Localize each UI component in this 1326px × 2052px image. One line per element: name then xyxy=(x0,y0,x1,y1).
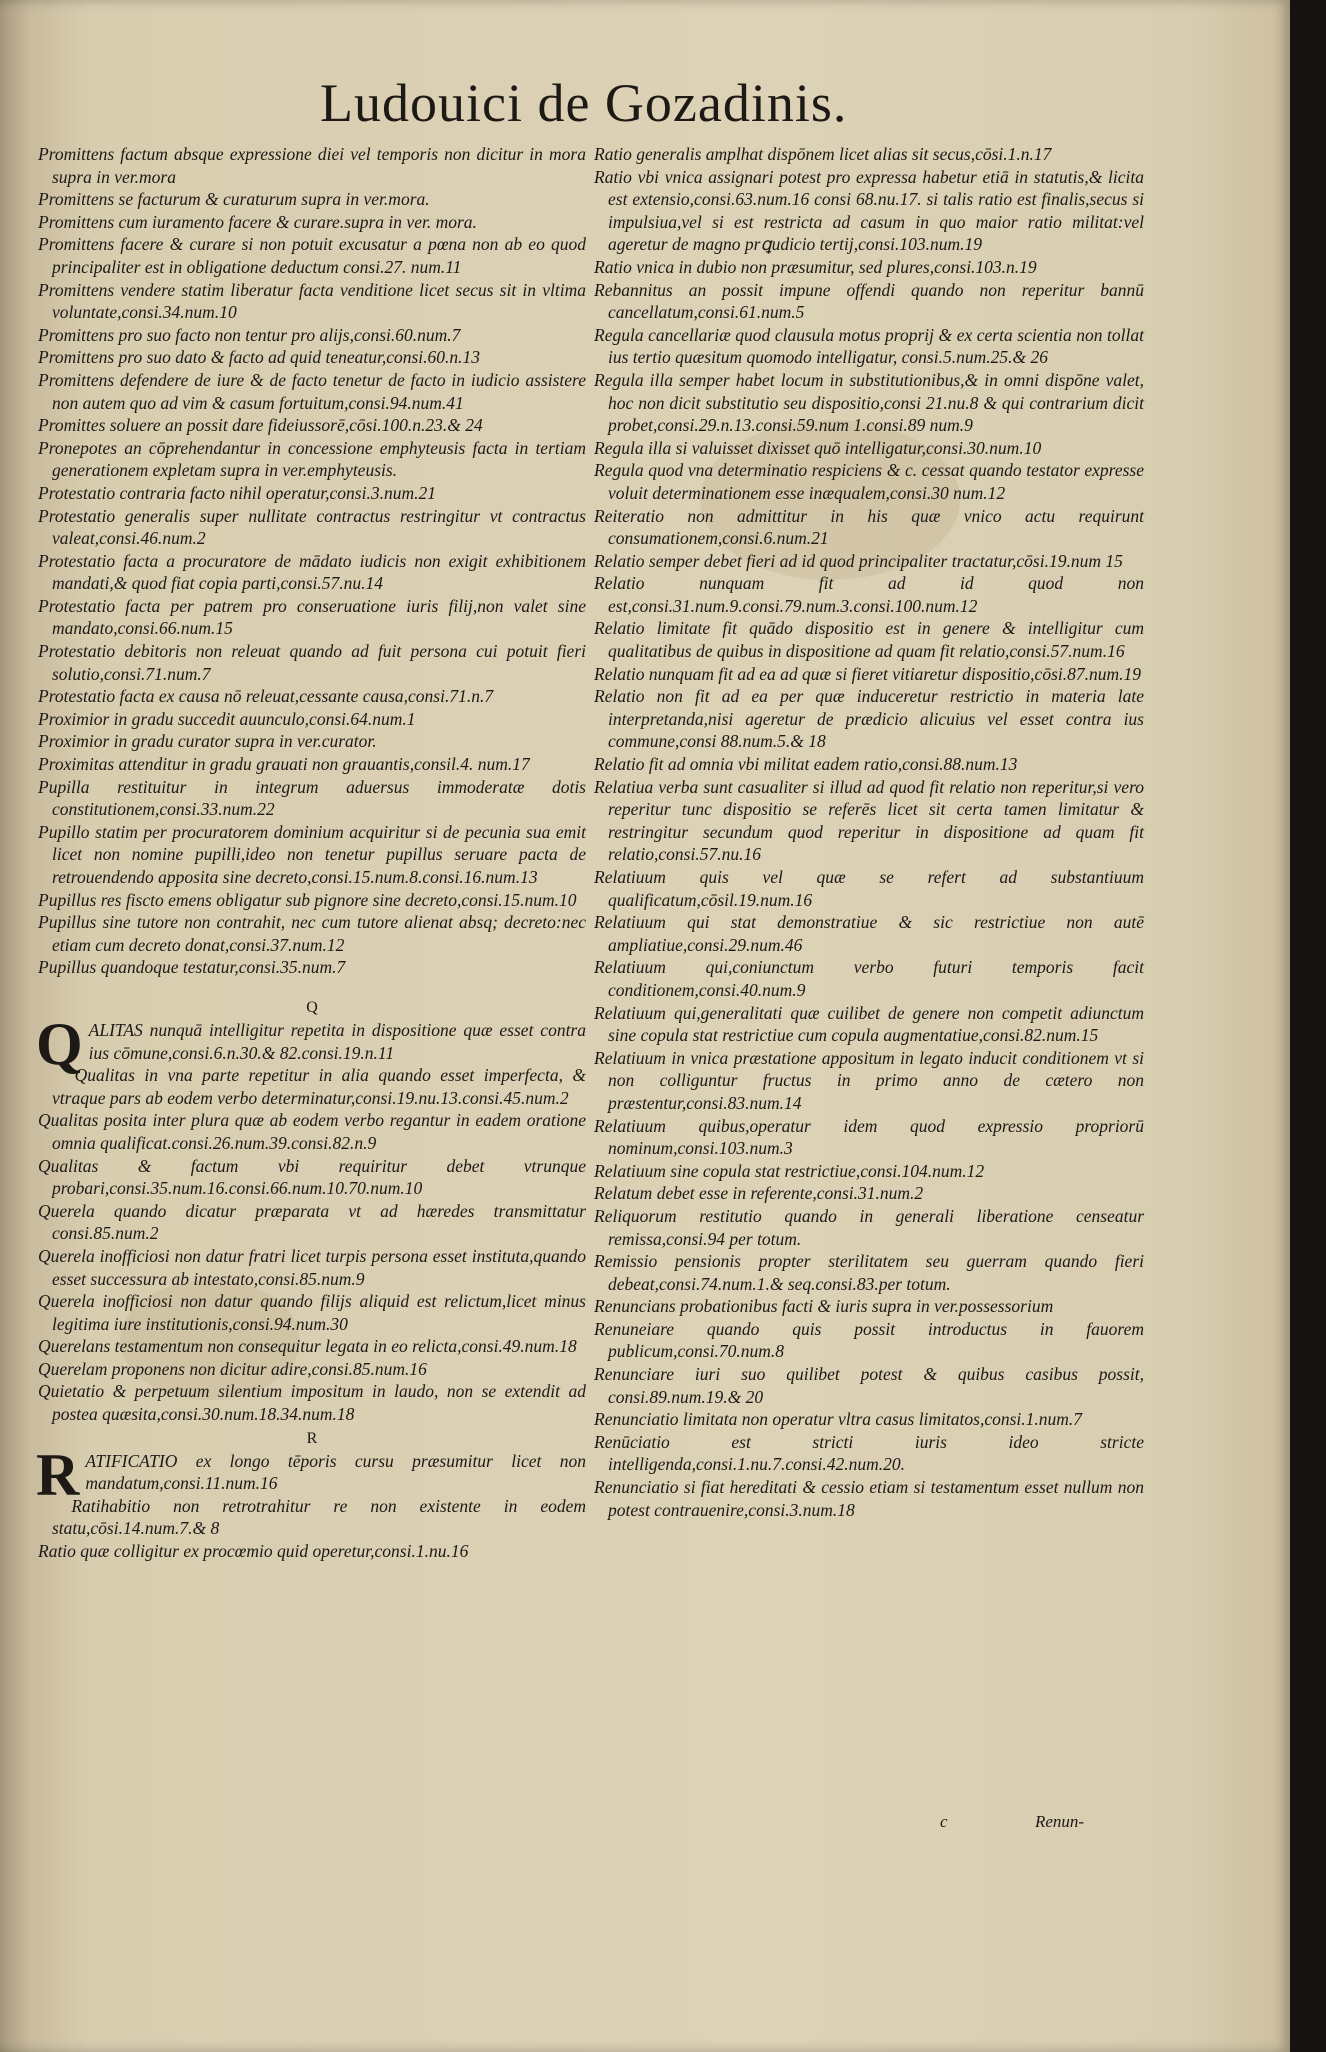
index-entry: Promittens factum absque expressione diei vel temporis non dicitur in mora supra in ver.mora xyxy=(38,144,586,187)
index-entry: Relatiuum qui,generalitati quæ cuilibet de genere non competit adiunctum sine copula stat restrictiue cum copula augmentatiue,consi.82.num.15 xyxy=(594,1002,1144,1046)
index-entry: Renuncians probationibus facti & iuris supra in ver.possessorium xyxy=(594,1296,1054,1317)
index-entry: Ratio quæ colligitur ex procœmio quid operetur,consi.1.nu.16 xyxy=(38,1541,469,1562)
index-entry: Relatio nunquam fit ad id quod non est,consi.31.num.9.consi.79.num.3.consi.100.num.12 xyxy=(594,573,1144,616)
index-entry: Proximior in gradu succedit auunculo,consi.64.num.1 xyxy=(38,708,416,729)
index-entry: Querela quando dicatur præparata vt ad hæredes transmittatur consi.85.num.2 xyxy=(38,1200,586,1244)
index-entry: Promittens se facturum & curaturum supra in ver.mora. xyxy=(38,189,430,210)
index-entry: Renunciare iuri suo quilibet potest & quibus casibus possit, consi.89.num.19.& 20 xyxy=(594,1364,1144,1407)
index-entry: Querelans testamentum non consequitur legata in eo relicta,consi.49.num.18 xyxy=(38,1336,577,1357)
signature-mark: c xyxy=(940,1812,948,1831)
left-column xyxy=(38,143,586,1563)
index-entry: Promittens defendere de iure & de facto tenetur de facto in iudicio assistere non autem quo ad vim & casum fortuitum,consi.94.num.41 xyxy=(38,369,586,413)
index-entry: Protestatio facta ex causa nō releuat,cessante causa,consi.71.n.7 xyxy=(38,686,494,707)
entries-q xyxy=(38,1064,586,1426)
entries-r xyxy=(38,1495,586,1563)
index-entry: ATIFICATIO ex longo tēporis cursu præsumitur licet non mandatum,consi.11.num.16 xyxy=(85,1450,586,1494)
index-entry: Renunciatio limitata non operatur vltra casus limitatos,consi.1.num.7 xyxy=(594,1409,1083,1430)
index-entry: Pupillus quandoque testatur,consi.35.num.7 xyxy=(38,957,346,978)
index-entry: Pupillo statim per procuratorem dominium acquiritur si de pecunia sua emit licet non nomine pupilli,ideo non tenetur pupillus seruare pacta de retrouendendo apposita sine decreto,consi.15.num.8.consi.16.num.13 xyxy=(38,821,586,887)
r-initial-block xyxy=(36,1441,586,1508)
running-header: Ludouici de Gozadinis. xyxy=(320,73,848,133)
index-entry: Ratio vnica in dubio non præsumitur, sed plures,consi.103.n.19 xyxy=(594,256,1037,277)
index-entry: Relatiua verba sunt casualiter si illud ad quod fit relatio non reperitur,si vero reperitur tunc dispositio se referēs licet sit certa tamen limitatur & restringitur secundum quod reperitur in dispositione ad quam fit relatio,consi.57.nu.16 xyxy=(594,776,1144,865)
index-entry: Querelam proponens non dicitur adire,consi.85.num.16 xyxy=(38,1358,427,1379)
dropcap-q: Q xyxy=(36,1010,83,1077)
index-entry: Qualitas in vna parte repetitur in alia quando esset imperfecta, & vtraque pars ab eodem verbo determinatur,consi.19.nu.13.consi.45.num.2 xyxy=(52,1065,586,1108)
index-entry: Relatum debet esse in referente,consi.31.num.2 xyxy=(594,1183,924,1204)
index-entry: Proximior in gradu curator supra in ver.curator. xyxy=(38,731,377,752)
index-entry: Qualitas posita inter plura quæ ab eodem verbo regantur in eadem oratione omnia qualificat.consi.26.num.39.consi.82.n.9 xyxy=(38,1110,586,1153)
index-entry: Promittens pro suo dato & facto ad quid teneatur,consi.60.n.13 xyxy=(38,347,481,368)
dropcap-r: R xyxy=(36,1441,80,1508)
index-entry: Ratio generalis amplhat dispōnem licet alias sit secus,cōsi.1.n.17 xyxy=(594,144,1052,164)
index-entry: Promittens cum iuramento facere & curare.supra in ver. mora. xyxy=(38,211,477,232)
index-entry: Protestatio generalis super nullitate contractus restringitur vt contractus valeat,consi.46.num.2 xyxy=(38,505,586,549)
index-entry: Ratio vbi vnica assignari potest pro expressa habetur etiā in statutis,& licita est extensio,consi.63.num.16 consi 68.nu.17. si talis ratio est finalis,secus si impulsiua,vel si est restricta ad casum in quo maior ratio militat:vel ageretur de magno prꝗudicio tertij,consi.103.num.19 xyxy=(594,166,1144,255)
index-entry: Relatio limitate fit quādo dispositio est in genere & intelligitur cum qualitatibus de quibus in dispositione ad quam fit relatio,consi.57.num.16 xyxy=(594,618,1144,662)
section-letter-r: R xyxy=(306,1429,318,1447)
index-entry: Quietatio & perpetuum silentium impositum in laudo, non se extendit ad postea quæsita,consi.30.num.18.34.num.18 xyxy=(38,1381,586,1425)
entries-p xyxy=(38,143,586,979)
index-entry: ALITAS nunquā intelligitur repetita in dispositione quæ esset contra ius cōmune,consi.6.n.30.& 82.consi.19.n.11 xyxy=(88,1019,586,1063)
index-entry: Relatiuum sine copula stat restrictiue,consi.104.num.12 xyxy=(594,1160,985,1181)
index-entry: Rebannitus an possit impune offendi quando non reperitur bannū cancellatum,consi.61.num.5 xyxy=(594,279,1144,323)
index-entry: Promittes soluere an possit dare fideiussorē,cōsi.100.n.23.& 24 xyxy=(38,415,483,436)
index-entry: Proximitas attenditur in gradu grauati non grauantis,consil.4. num.17 xyxy=(38,754,530,775)
index-entry: Protestatio debitoris non releuat quando ad fuit persona cui potuit fieri solutio,consi.71.num.7 xyxy=(38,641,586,684)
index-entry: Remissio pensionis propter sterilitatem seu guerram quando fieri debeat,consi.74.num.1.& seq.consi.83.per totum. xyxy=(594,1251,1144,1294)
index-entry: Relatiuum quis vel quæ se refert ad substantiuum qualificatum,cōsil.19.num.16 xyxy=(594,867,1144,910)
index-entry: Relatiuum qui stat demonstratiue & sic restrictiue non autē ampliatiue,consi.29.num.46 xyxy=(594,912,1144,955)
right-column xyxy=(594,143,1144,1521)
index-entry: Relatio non fit ad ea per quæ induceretur restrictio in materia late interpretanda,nisi ageretur de prædicio alicuius vel esset contra ius commune,consi 88.num.5.& 18 xyxy=(594,686,1144,752)
index-entry: Promittens pro suo facto non tentur pro alijs,consi.60.num.7 xyxy=(38,324,461,345)
index-entry: Relatiuum in vnica præstatione appositum in legato inducit conditionem vt si non colliguntur fructus in primo anno de cætero non præstentur,consi.83.num.14 xyxy=(594,1047,1144,1113)
index-entry: Querela inofficiosi non datur quando filijs aliquid est relictum,licet minus legitima iure institutionis,consi.94.num.30 xyxy=(38,1291,586,1334)
catchword: Renun- xyxy=(1035,1812,1085,1831)
index-entry: Regula cancellariæ quod clausula motus proprij & ex certa scientia non tollat ius tertio quæsitum quomodo intelligatur, consi.5.num.25.& 26 xyxy=(594,324,1144,368)
section-letter-q: Q xyxy=(306,998,318,1016)
index-entry: Regula illa si valuisset dixisset quō intelligatur,consi.30.num.10 xyxy=(594,437,1042,458)
index-entry: Relatiuum quibus,operatur idem quod expressio propriorū nominum,consi.103.num.3 xyxy=(594,1115,1144,1159)
index-entry: Qualitas & factum vbi requiritur debet vtrunque probari,consi.35.num.16.consi.66.num.10.70.num.10 xyxy=(38,1155,586,1199)
index-entry: Renūciatio est stricti iuris ideo stricte intelligenda,consi.1.nu.7.consi.42.num.20. xyxy=(594,1431,1144,1475)
index-entry: Renunciatio si fiat hereditati & cessio etiam si testamentum esset nullum non potest contrauenire,consi.3.num.18 xyxy=(594,1477,1144,1520)
index-entry: Querela inofficiosi non datur fratri licet turpis persona esset instituta,quando esset successura ab intestato,consi.85.num.9 xyxy=(38,1245,586,1289)
index-entry: Pupillus sine tutore non contrahit, nec cum tutore alienat absq; decreto:nec etiam cum decreto donat,consi.37.num.12 xyxy=(38,912,586,955)
index-entry: Renuneiare quando quis possit introductus in fauorem publicum,consi.70.num.8 xyxy=(594,1318,1144,1362)
index-entry: Pupilla restituitur in integrum aduersus immoderatæ dotis constitutionem,consi.33.num.22 xyxy=(38,776,586,820)
index-entry: Protestatio facta per patrem pro conseruatione iuris filij,non valet sine mandato,consi.66.num.15 xyxy=(38,595,586,639)
index-entry: Protestatio contraria facto nihil operatur,consi.3.num.21 xyxy=(38,482,436,503)
index-entry: Regula quod vna determinatio respiciens & c. cessat quando testator expresse voluit determinationem esse inæqualem,consi.30 num.12 xyxy=(594,460,1144,503)
index-entry: Relatio nunquam fit ad ea ad quæ si fieret vitiaretur dispositio,cōsi.87.num.19 xyxy=(594,663,1142,684)
index-entry: Relatio fit ad omnia vbi militat eadem ratio,consi.88.num.13 xyxy=(594,754,1018,775)
index-entry: Protestatio facta a procuratore de mādato iudicis non exigit exhibitionem mandati,& quod fiat copia parti,consi.57.nu.14 xyxy=(38,550,586,594)
index-entry: Promittens facere & curare si non potuit excusatur a pœna non ab eo quod principaliter est in obligatione deductum consi.27. num.11 xyxy=(38,234,586,277)
index-entry: Relatiuum qui,coniunctum verbo futuri temporis facit conditionem,consi.40.num.9 xyxy=(594,957,1144,1000)
index-entry: Pupillus res fiscto emens obligatur sub pignore sine decreto,consi.15.num.10 xyxy=(38,889,577,910)
q-initial-block xyxy=(36,1010,586,1077)
index-entry: Relatio semper debet fieri ad id quod principaliter tractatur,cōsi.19.num 15 xyxy=(594,550,1123,571)
index-entry: Ratihabitio non retrotrahitur re non existente in eodem statu,cōsi.14.num.7.& 8 xyxy=(52,1495,586,1539)
scan-edge xyxy=(1290,0,1326,2052)
index-entry: Regula illa semper habet locum in substitutionibus,& in omni dispōne valet, hoc non dicit substitutio seu dispositio,consi 21.nu.8 & qui contrarium dicit probet,consi.29.n.13.consi.59.num 1.consi.89 num.9 xyxy=(594,369,1144,436)
index-entry: Reliquorum restitutio quando in generali liberatione censeatur remissa,consi.94 per totum. xyxy=(594,1205,1144,1249)
index-entry: Reiteratio non admittitur in his quæ vnico actu requirunt consumationem,consi.6.num.21 xyxy=(594,505,1144,549)
index-entry: Pronepotes an cōprehendantur in concessione emphyteusis facta in tertiam generationem expletam supra in ver.emphyteusis. xyxy=(38,437,586,481)
index-entry: Promittens vendere statim liberatur facta venditione licet secus sit in vltima voluntate,consi.34.num.10 xyxy=(38,279,586,323)
